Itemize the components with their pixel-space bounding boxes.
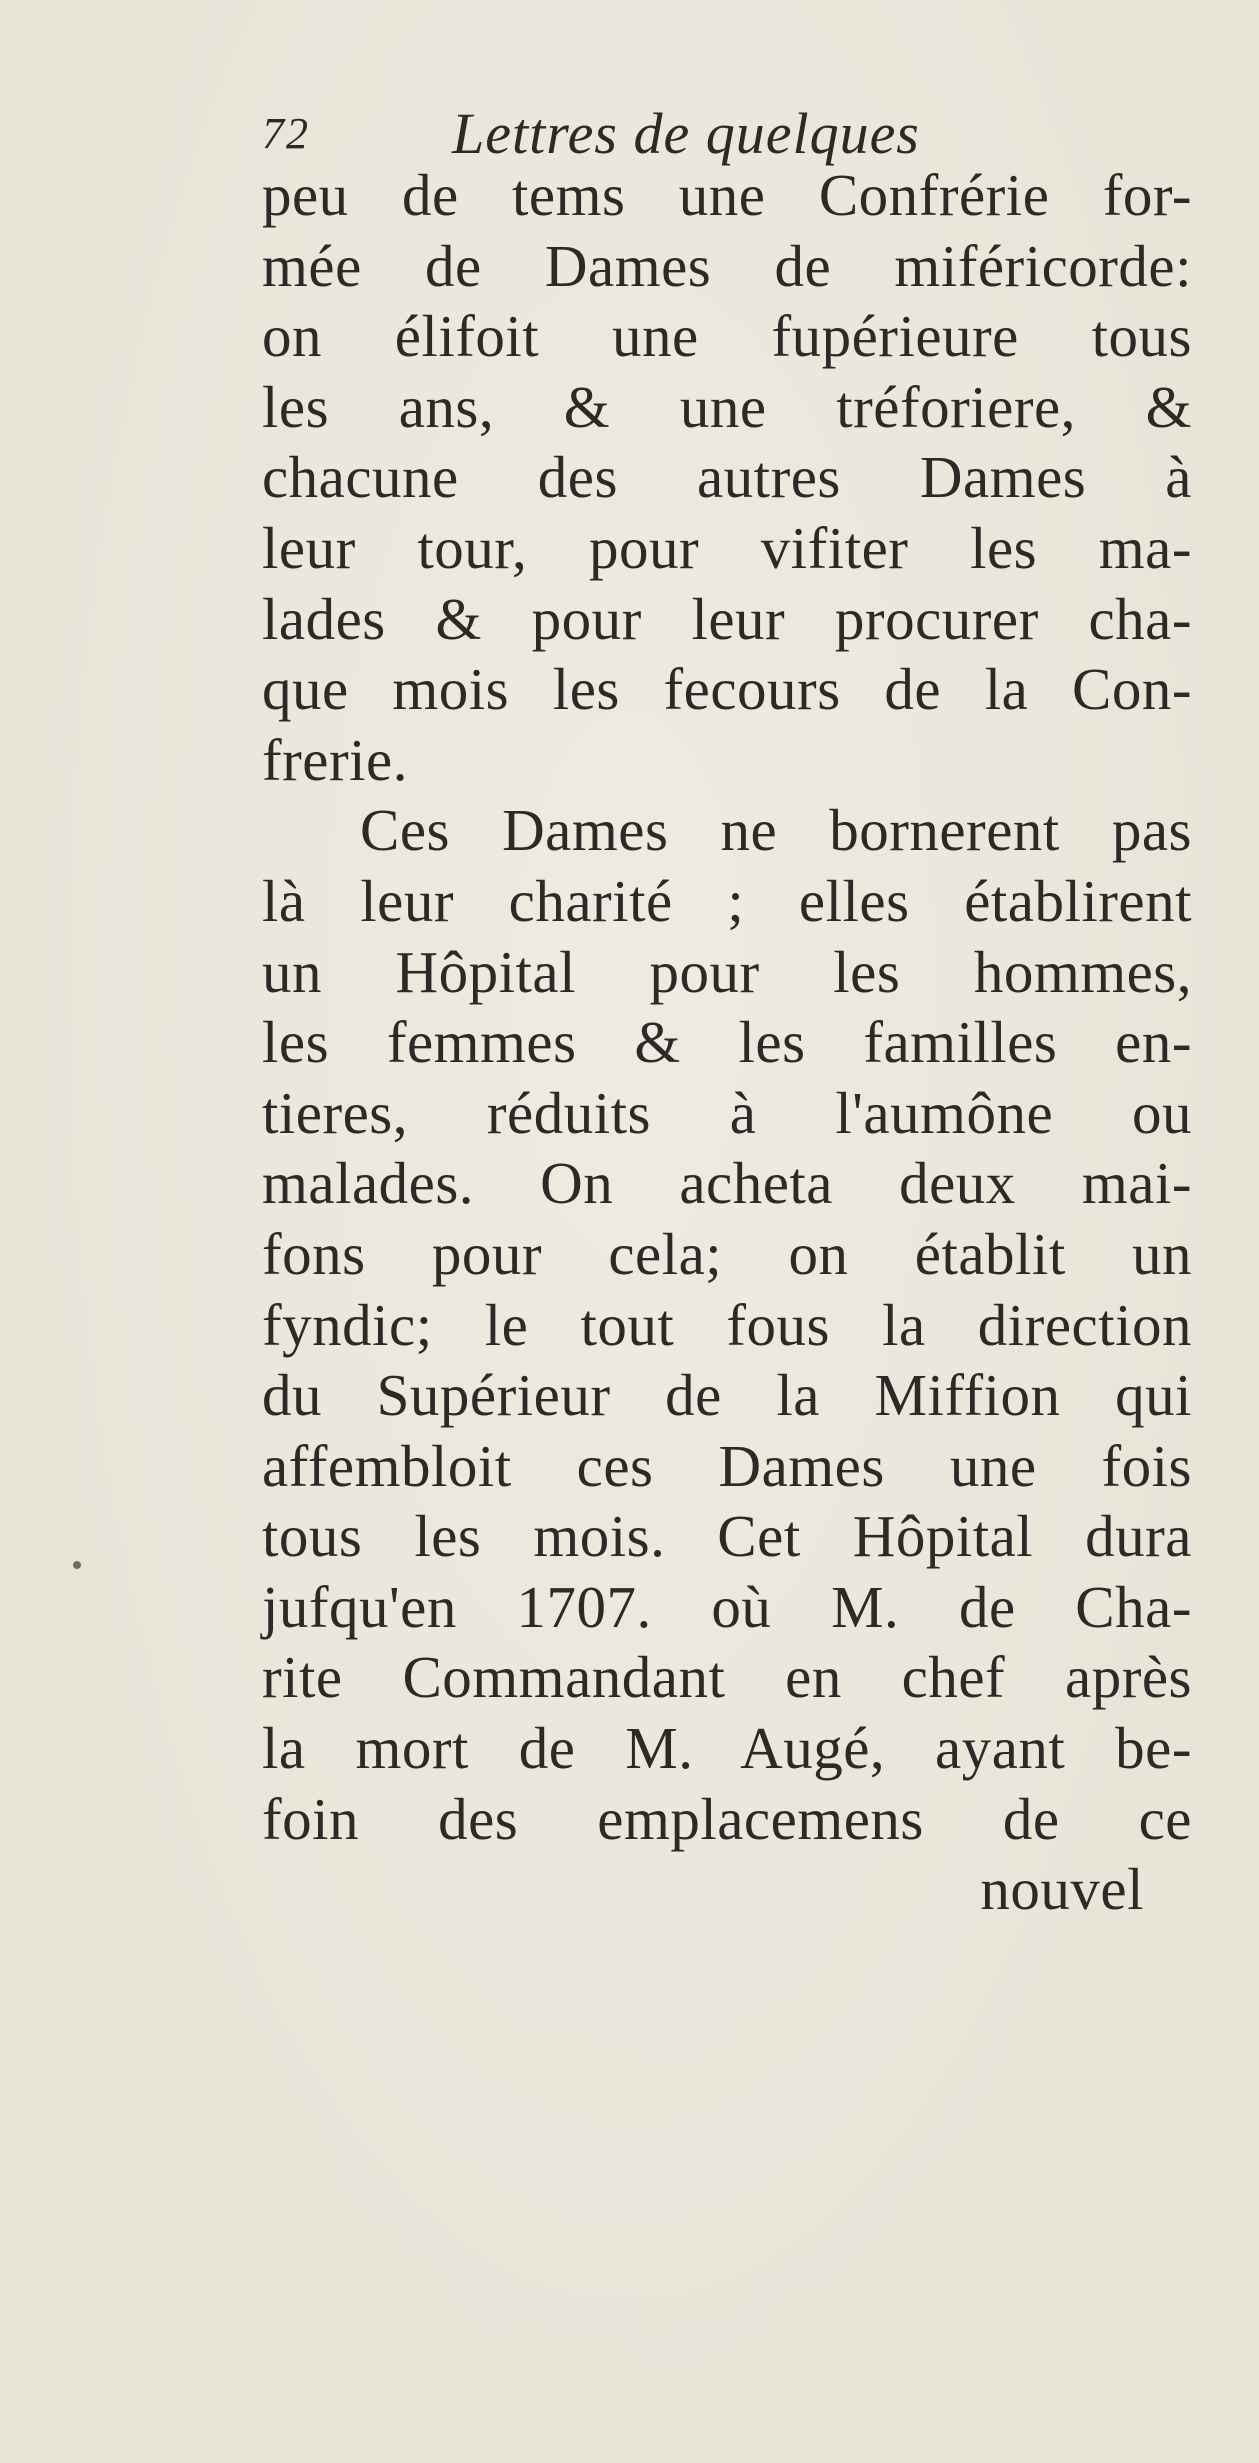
text-line: que mois les fecours de la Con-	[262, 656, 1192, 723]
text-line: jufqu'en 1707. où M. de Cha-	[262, 1573, 1192, 1640]
text-line-paragraph-start: Ces Dames ne bornerent pas	[360, 797, 1192, 864]
text-line: foin des emplacemens de ce	[262, 1785, 1192, 1852]
running-head: Lettres de quelques	[452, 101, 920, 166]
text-line: fons pour cela; on établit un	[262, 1220, 1192, 1287]
text-line: on élifoit une fupérieure tous	[262, 303, 1192, 370]
text-line: un Hôpital pour les hommes,	[262, 938, 1192, 1005]
page-header	[262, 101, 1022, 168]
text-line: malades. On acheta deux mai-	[262, 1150, 1192, 1217]
paper-speck	[73, 1561, 81, 1569]
text-line: leur tour, pour vifiter les ma-	[262, 514, 1192, 581]
text-line: là leur charité ; elles établirent	[262, 867, 1192, 934]
text-line: tieres, réduits à l'aumône ou	[262, 1079, 1192, 1146]
body-text	[262, 160, 1192, 1925]
text-line: la mort de M. Augé, ayant be-	[262, 1715, 1192, 1782]
text-line: tous les mois. Cet Hôpital dura	[262, 1503, 1192, 1570]
page-number: 72	[262, 109, 310, 158]
text-line: fyndic; le tout fous la direction	[262, 1291, 1192, 1358]
text-line: mée de Dames de miféricorde:	[262, 232, 1192, 299]
text-line: chacune des autres Dames à	[262, 444, 1192, 511]
text-line: affembloit ces Dames une fois	[262, 1432, 1192, 1499]
text-line: rite Commandant en chef après	[262, 1644, 1192, 1711]
text-line: les ans, & une tréforiere, &	[262, 373, 1192, 440]
text-line: du Supérieur de la Miffion qui	[262, 1362, 1192, 1429]
text-line: les femmes & les familles en-	[262, 1009, 1192, 1076]
text-line: lades & pour leur procurer cha-	[262, 585, 1192, 652]
text-line: peu de tems une Confrérie for-	[262, 162, 1192, 228]
catchword: nouvel	[980, 1856, 1144, 1923]
text-line-paragraph-end: frerie.	[262, 726, 408, 793]
